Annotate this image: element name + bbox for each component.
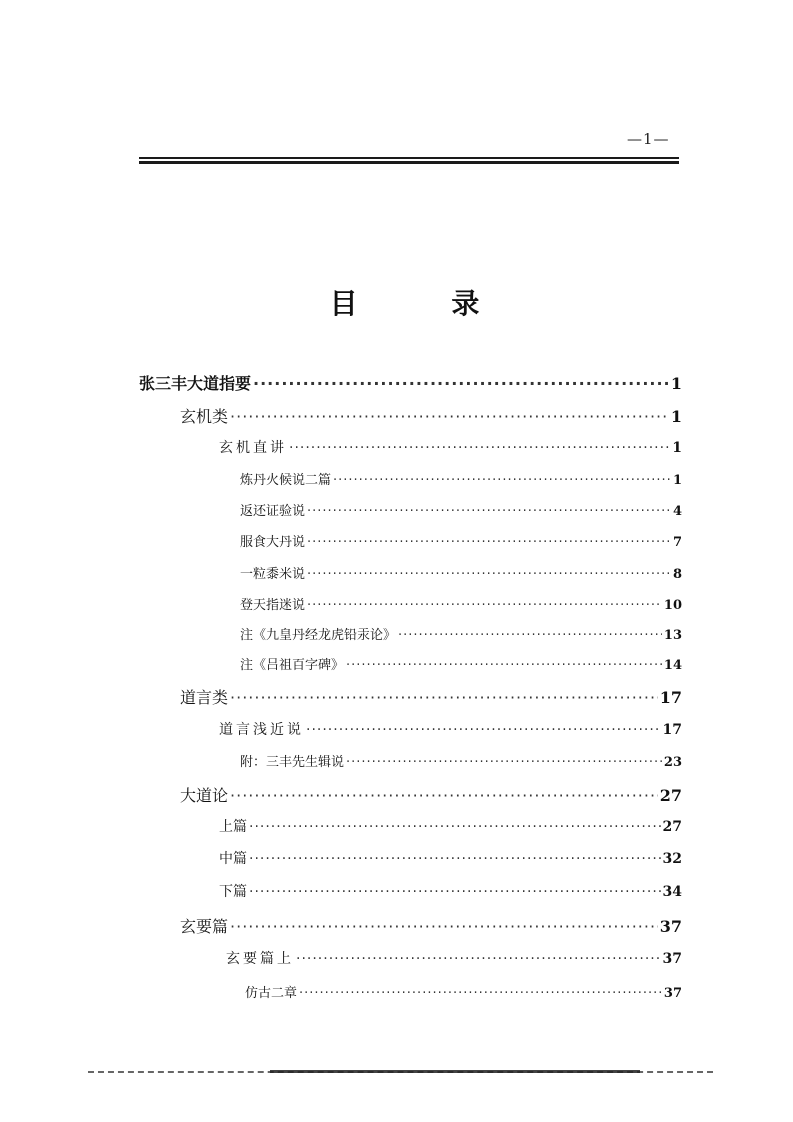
toc-entry-5[interactable] [240,531,682,550]
toc-entry-12[interactable] [240,751,682,770]
footer-rule [270,1070,640,1073]
toc-leader-dots [249,884,661,900]
toc-leader-dots [346,755,662,770]
toc-leader-dots [230,786,658,805]
toc-entry-label: 一粒黍米说 [240,567,306,582]
toc-entry-page: 8 [672,567,682,582]
toc-entry-8[interactable] [240,624,682,643]
toc-leader-dots [249,819,661,835]
toc-leader-dots [333,473,671,488]
toc-entry-page: 1 [672,440,682,456]
toc-entry-18[interactable] [226,948,682,968]
toc-entry-label: 大道论 [180,786,229,805]
toc-entry-label: 仿古二章 [245,986,298,1001]
toc-entry-page: 14 [663,658,682,673]
toc-leader-dots [307,535,671,550]
toc-entry-2[interactable] [219,437,682,457]
toc-leader-dots [230,917,658,936]
toc-entry-page: 4 [672,504,682,519]
toc-entry-page: 37 [659,917,682,936]
toc-entry-page: 37 [663,986,682,1001]
toc-leader-dots [307,598,662,613]
toc-entry-page: 34 [662,884,682,900]
toc-entry-page: 1 [670,407,682,426]
toc-entry-label: 注《九皇丹经龙虎铅汞论》 [240,628,397,643]
toc-leader-dots [398,628,662,643]
toc-entry-0[interactable] [139,371,682,394]
toc-entry-17[interactable] [180,914,682,937]
toc-leader-dots [230,407,669,426]
toc-entry-3[interactable] [240,469,682,488]
toc-leader-dots [299,986,662,1001]
toc-leader-dots [296,951,661,967]
toc-entry-label: 附：三丰先生辑说 [240,755,345,770]
toc-entry-label: 上篇 [219,819,247,835]
toc-entry-label: 下篇 [219,884,247,900]
toc-entry-page: 7 [672,535,682,550]
toc-entry-page: 27 [659,786,682,805]
toc-entry-page: 23 [663,755,682,770]
toc-entry-14[interactable] [219,816,682,836]
toc-entry-label: 玄要篇上 [226,951,294,967]
toc-entry-label: 炼丹火候说二篇 [240,473,332,488]
toc-entry-label: 道言浅近说 [219,722,304,738]
toc-entry-page: 27 [662,819,682,835]
toc-entry-page: 10 [663,598,682,613]
toc-leader-dots [249,851,661,867]
toc-entry-label: 注《吕祖百字碑》 [240,658,345,673]
toc-leader-dots [230,688,658,707]
toc-entry-13[interactable] [180,783,682,806]
toc-entry-page: 32 [662,851,682,867]
toc-leader-dots [253,374,669,393]
toc-entry-19[interactable] [245,982,682,1001]
toc-leader-dots [306,722,661,738]
toc-entry-6[interactable] [240,563,682,582]
toc-entry-page: 13 [663,628,682,643]
toc-entry-label: 返还证验说 [240,504,306,519]
toc-entry-page: 17 [659,688,682,707]
toc-entry-15[interactable] [219,848,682,868]
toc-entry-page: 17 [662,722,682,738]
toc-entry-10[interactable] [180,685,682,708]
toc-entry-page: 1 [670,374,682,393]
page-number: —1— [627,130,670,148]
toc-entry-4[interactable] [240,500,682,519]
toc-entry-label: 玄要篇 [180,917,229,936]
toc-entry-1[interactable] [180,404,682,427]
page-title: 目 录 [329,287,522,320]
toc-entry-label: 登天指迷说 [240,598,306,613]
toc-entry-label: 张三丰大道指要 [139,374,252,393]
toc-entry-7[interactable] [240,594,682,613]
toc-entry-label: 服食大丹说 [240,535,306,550]
toc-leader-dots [307,567,671,582]
toc-leader-dots [289,440,670,456]
toc-entry-16[interactable] [219,881,682,901]
toc-entry-page: 1 [672,473,682,488]
toc-leader-dots [307,504,671,519]
toc-leader-dots [346,658,662,673]
toc-entry-label: 玄机类 [180,407,229,426]
toc-entry-label: 道言类 [180,688,229,707]
toc-entry-11[interactable] [219,719,682,739]
toc-entry-9[interactable] [240,654,682,673]
toc-entry-label: 中篇 [219,851,247,867]
toc-entry-label: 玄机直讲 [219,440,287,456]
toc-entry-page: 37 [662,951,682,967]
